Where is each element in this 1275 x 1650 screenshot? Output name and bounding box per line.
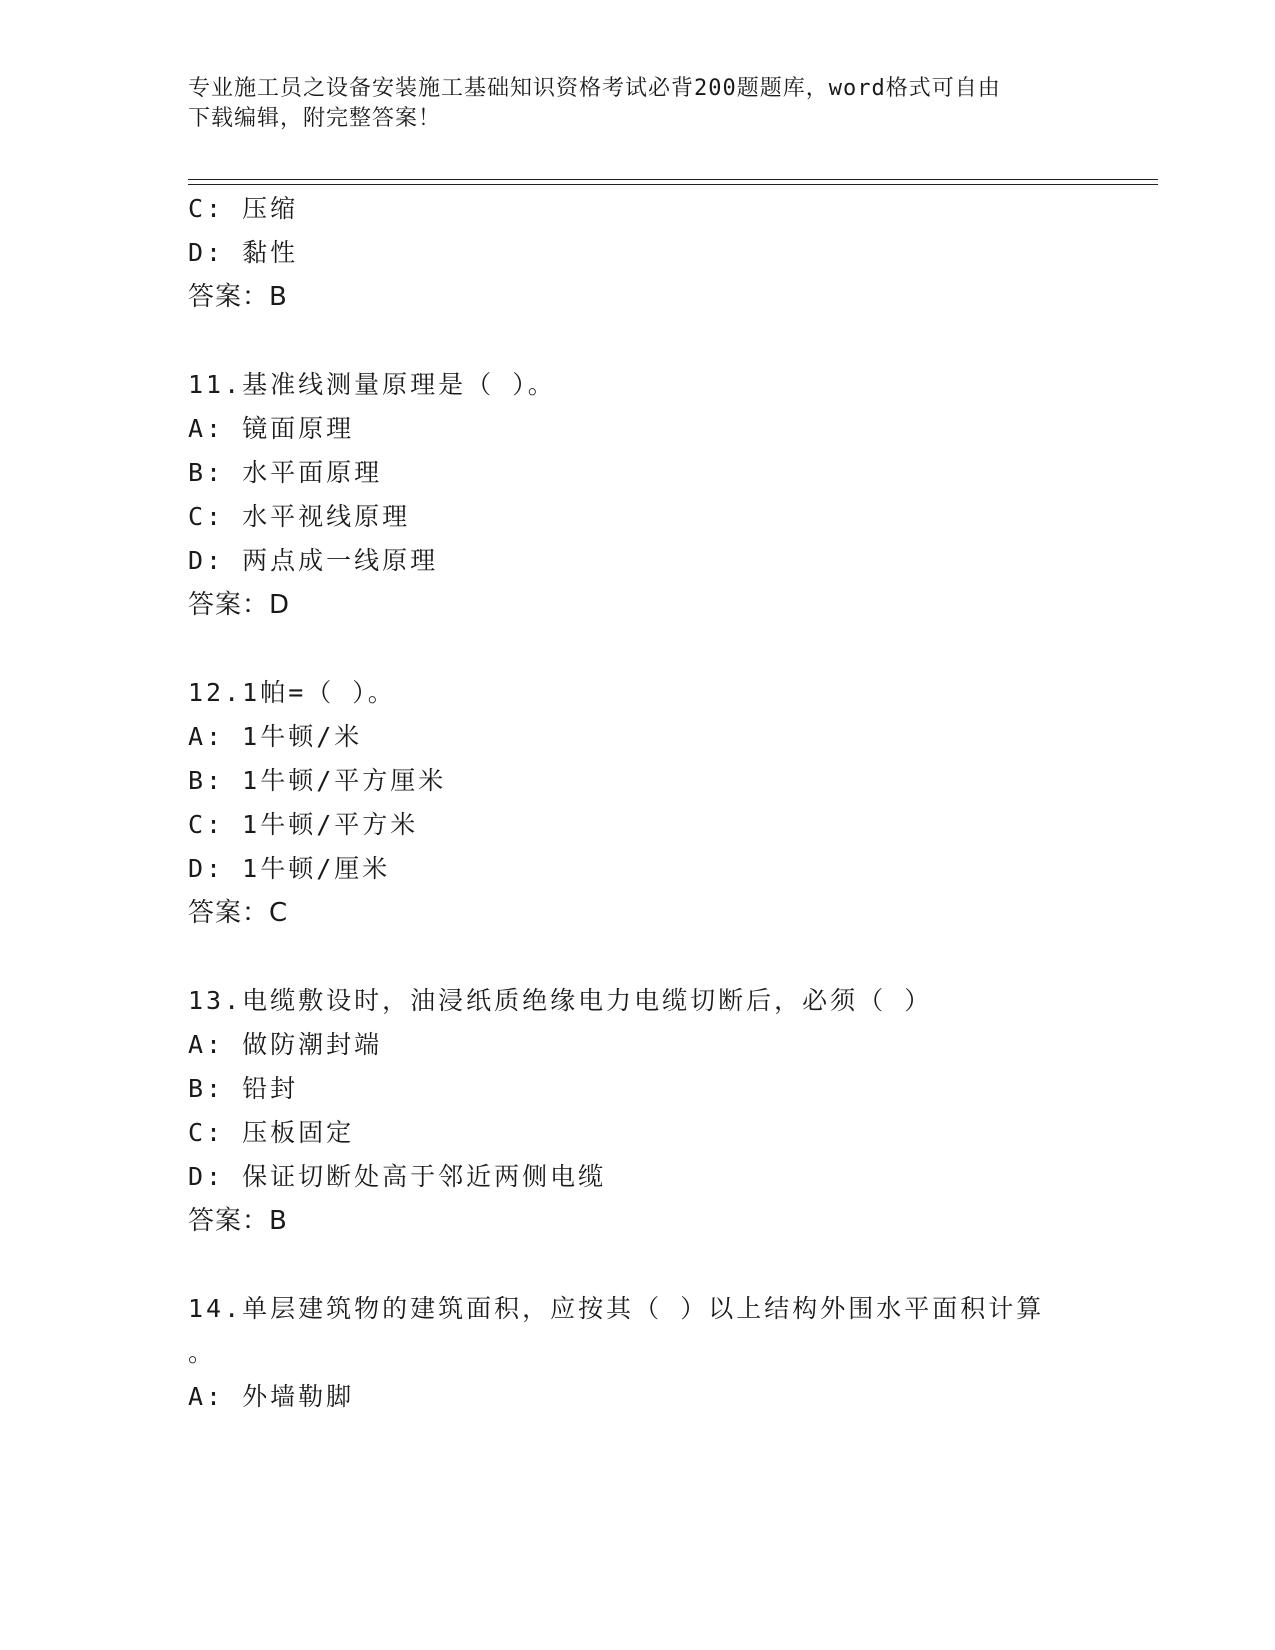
q14-option-a: A: 外墙勒脚	[188, 1382, 355, 1411]
q12-option-a: A: 1牛顿/米	[188, 722, 363, 751]
q11-option-c: C: 水平视线原理	[188, 502, 411, 531]
q11-stem: 11.基准线测量原理是（ ）。	[188, 370, 556, 399]
q12-stem: 12.1帕=（ ）。	[188, 678, 396, 707]
prev-option-d: D: 黏性	[188, 238, 299, 267]
header-divider-top	[188, 179, 1158, 180]
q13-stem: 13.电缆敷设时，油浸纸质绝缘电力电缆切断后，必须（ ）	[188, 986, 933, 1015]
q11-option-b: B: 水平面原理	[188, 458, 383, 487]
header-divider-bottom	[188, 184, 1158, 185]
q11-option-a: A: 镜面原理	[188, 414, 355, 443]
q11-option-d: D: 两点成一线原理	[188, 546, 439, 575]
prev-answer: 答案：B	[188, 282, 288, 312]
document-header	[188, 74, 1088, 134]
q13-option-a: A: 做防潮封端	[188, 1030, 383, 1059]
q12-option-c: C: 1牛顿/平方米	[188, 810, 419, 839]
q12-option-d: D: 1牛顿/厘米	[188, 854, 391, 883]
q13-option-b: B: 铅封	[188, 1074, 299, 1103]
q14-stem: 14.单层建筑物的建筑面积，应按其（ ）以上结构外围水平面积计算	[188, 1294, 1045, 1323]
prev-option-c: C: 压缩	[188, 194, 299, 223]
q12-option-b: B: 1牛顿/平方厘米	[188, 766, 447, 795]
q13-answer: 答案：B	[188, 1206, 288, 1236]
header-line-1: 专业施工员之设备安装施工基础知识资格考试必背200题题库，word格式可自由	[188, 76, 1001, 101]
header-line-2: 下载编辑，附完整答案！	[188, 106, 442, 131]
q14-stem-tail: 。	[188, 1338, 217, 1367]
q12-answer: 答案：C	[188, 898, 289, 928]
q11-answer: 答案：D	[188, 590, 291, 620]
q13-option-d: D: 保证切断处高于邻近两侧电缆	[188, 1162, 607, 1191]
q13-option-c: C: 压板固定	[188, 1118, 355, 1147]
